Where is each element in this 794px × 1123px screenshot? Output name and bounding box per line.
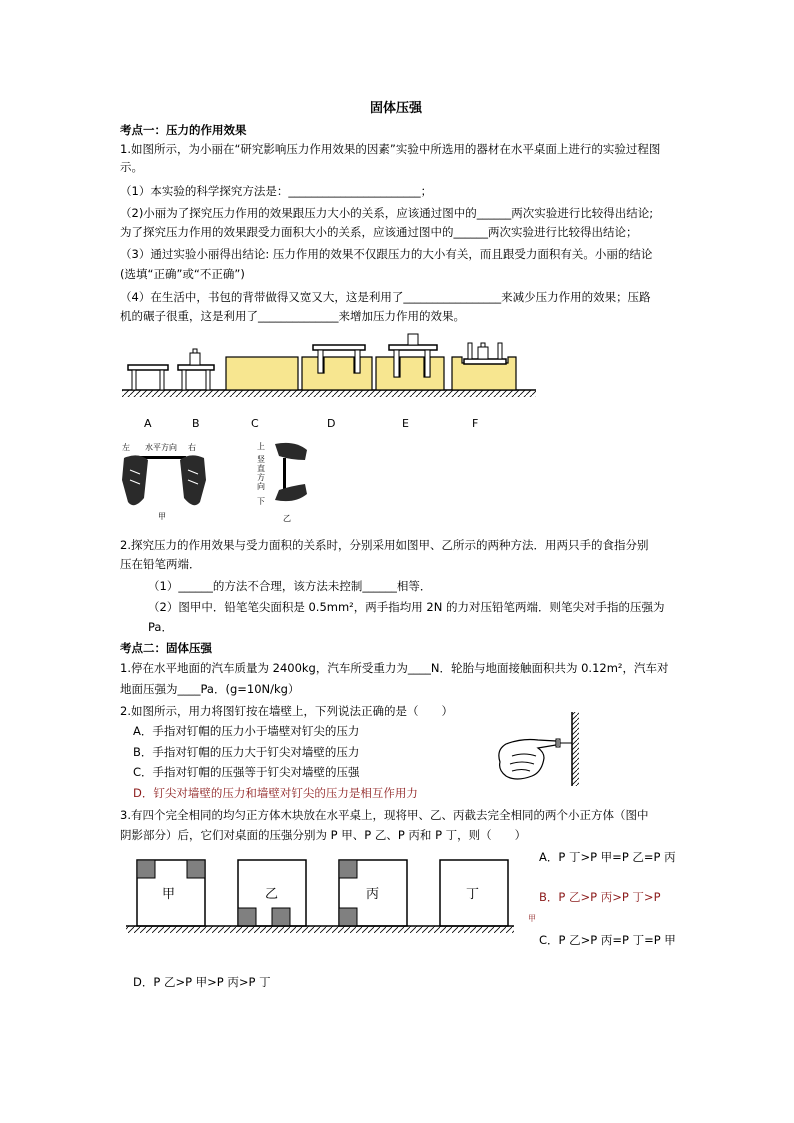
page-title: 固体压强 xyxy=(370,101,423,116)
s1-q1-part4a: （4）在生活中，书包的背带做得又宽又大，这是利用了_________________来减少压力作用的效果；压路 xyxy=(120,290,651,304)
s2-q3-option-a: A．P 丁>P 甲=P 乙=P 丙 xyxy=(539,850,676,864)
fig-label-d: D xyxy=(327,417,336,430)
s1-q2-line2: 压在铅笔两端． xyxy=(120,557,201,571)
fig-c-sponge xyxy=(226,357,298,390)
cube-label-bing: 丙 xyxy=(366,887,380,902)
yi-caption: 乙 xyxy=(283,514,291,523)
s1-q1-part3a: （3）通过实验小丽得出结论: 压力作用的效果不仅跟压力的大小有关，而且跟受力面积有关。小丽的结论 xyxy=(120,247,653,261)
s2-q2-option-b: B．手指对钉帽的压力大于钉尖对墙壁的压力 xyxy=(133,745,360,759)
s1-q1-part2a: （2)小丽为了探究压力作用的效果跟压力大小的关系，应该通过图中的______两次实验进行比较得出结论; xyxy=(120,206,654,220)
jia-caption: 甲 xyxy=(158,512,166,521)
s1-q1-part2b: 为了探究压力作用的效果跟受力面积大小的关系，应该通过图中的______两次实验进行比较得出结论； xyxy=(120,225,638,239)
fig-f-sponge-inverted-table xyxy=(452,343,516,390)
s1-q2-part2b: Pa． xyxy=(148,620,173,634)
fig-e-sponge-table-weight xyxy=(376,334,444,390)
fig-b-table-weight xyxy=(178,349,214,390)
cube-label-jia: 甲 xyxy=(162,887,176,902)
section2-heading: 考点二：固体压强 xyxy=(120,641,212,655)
s2-q3-line1: 3.有四个完全相同的均匀正方体木块放在水平桌上，现将甲、乙、丙截去完全相同的两个小正方体（图中 xyxy=(120,808,649,822)
fig-label-a: A xyxy=(144,417,152,430)
cube-label-ding: 丁 xyxy=(466,887,480,902)
thumbtack-figure xyxy=(492,710,592,788)
jia-direction-label: 水平方向 xyxy=(145,443,177,452)
s2-q3-option-c: C．P 乙>P 丙=P 丁=P 甲 xyxy=(539,933,676,947)
s1-q1-part3b: (选填“正确”或“不正确”) xyxy=(120,267,245,281)
section1-heading: 考点一：压力的作用效果 xyxy=(120,123,247,137)
experiment-figure xyxy=(118,335,538,405)
s1-q1-line2: 示。 xyxy=(120,160,143,174)
fig-label-c: C xyxy=(251,417,259,430)
yi-top-label: 上 xyxy=(257,442,265,451)
s2-q2-option-a: A．手指对钉帽的压力小于墙壁对钉尖的压力 xyxy=(133,724,360,738)
s2-q2-option-d: D．钉尖对墙壁的压力和墙壁对钉尖的压力是相互作用力 xyxy=(133,786,418,800)
fig-label-e: E xyxy=(402,417,409,430)
s2-q3-option-b: B．P 乙>P 丙>P 丁>P xyxy=(539,890,661,904)
s2-q3-option-b-wrap: 甲 xyxy=(528,914,536,923)
s1-q1-part4b: 机的碾子很重，这是利用了______________来增加压力作用的效果。 xyxy=(120,309,465,323)
s1-q2-line1: 2.探究压力的作用效果与受力面积的关系时，分别采用如图甲、乙所示的两种方法．用两只手的食指分别 xyxy=(120,538,649,552)
s1-q2-part2: （2）图甲中．铅笔笔尖面积是 0.5mm²，两手指均用 2N 的力对压铅笔两端．则笔尖对手指的压强为 xyxy=(148,600,665,614)
yi-bottom-label: 下 xyxy=(257,497,265,506)
s2-q1-line2: 地面压强为____Pa．(g=10N/kg） xyxy=(120,682,300,696)
s2-q2-stem: 2.如图所示，用力将图钉按在墙壁上，下列说法正确的是（ ） xyxy=(120,704,453,718)
jia-right-label: 右 xyxy=(188,443,196,452)
yi-direction-label: 竖直方向 xyxy=(257,455,265,491)
s2-q3-option-d: D．P 乙>P 甲>P 丙>P 丁 xyxy=(133,975,271,989)
fig-label-b: B xyxy=(192,417,200,430)
s2-q2-option-c: C．手指对钉帽的压强等于钉尖对墙壁的压强 xyxy=(133,765,360,779)
s2-q1-line1: 1.停在水平地面的汽车质量为 2400kg，汽车所受重力为____N．轮胎与地面接触面积共为 0.12m²，汽车对 xyxy=(120,661,669,675)
s1-q1-line1: 1.如图所示，为小丽在“研究影响压力作用效果的因素”实验中所选用的器材在水平桌面上进行的实验过程图 xyxy=(120,142,661,156)
s1-q2-part1: （1）______的方法不合理，该方法未控制______相等． xyxy=(148,579,432,593)
jia-left-label: 左 xyxy=(122,443,130,452)
fig-a-table xyxy=(128,365,168,390)
fig-d-sponge-table xyxy=(302,345,372,390)
fig-label-f: F xyxy=(472,417,479,430)
cube-label-yi: 乙 xyxy=(265,887,279,902)
s2-q3-line2: 阴影部分）后，它们对桌面的压强分别为 P 甲、P 乙、P 丙和 P 丁，则（ ） xyxy=(120,828,527,842)
s1-q1-part1: （1）本实验的科学探究方法是：_______________________； xyxy=(120,184,433,198)
